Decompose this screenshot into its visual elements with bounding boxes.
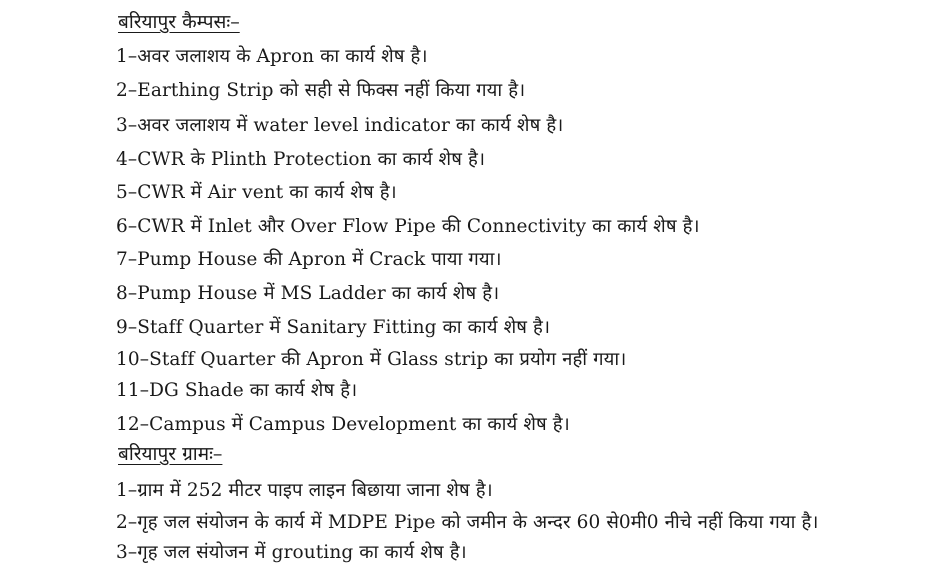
campus-item-11: 11–DG Shade का कार्य शेष है।: [116, 380, 358, 401]
village-item-3: 3–गृह जल संयोजन में grouting का कार्य शेष है।: [116, 542, 467, 563]
campus-item-8: 8–Pump House में MS Ladder का कार्य शेष है।: [116, 283, 500, 304]
campus-item-3: 3–अवर जलाशय में water level indicator का कार्य शेष है।: [116, 115, 564, 136]
section-heading-village: बरियापुर ग्रामः–: [118, 443, 223, 465]
village-item-2: 2–गृह जल संयोजन के कार्य में MDPE Pipe को जमीन के अन्दर 60 से0मी0 नीचे नहीं किया गया है।: [116, 512, 819, 533]
village-item-1: 1–ग्राम में 252 मीटर पाइप लाइन बिछाया जाना शेष है।: [116, 480, 493, 501]
campus-item-5: 5–CWR में Air vent का कार्य शेष है।: [116, 182, 397, 203]
campus-item-6: 6–CWR में Inlet और Over Flow Pipe की Connectivity का कार्य शेष है।: [116, 216, 700, 237]
campus-item-10: 10–Staff Quarter की Apron में Glass strip का प्रयोग नहीं गया।: [116, 349, 627, 370]
campus-item-4: 4–CWR के Plinth Protection का कार्य शेष है।: [116, 149, 486, 170]
section-heading-campus: बरियापुर कैम्पसः–: [118, 11, 240, 33]
campus-item-1: 1–अवर जलाशय के Apron का कार्य शेष है।: [116, 46, 428, 67]
campus-item-9: 9–Staff Quarter में Sanitary Fitting का कार्य शेष है।: [116, 317, 551, 338]
campus-item-12: 12–Campus में Campus Development का कार्य शेष है।: [116, 414, 570, 435]
campus-item-7: 7–Pump House की Apron में Crack पाया गया।: [116, 249, 502, 270]
campus-item-2: 2–Earthing Strip को सही से फिक्स नहीं किया गया है।: [116, 80, 526, 101]
